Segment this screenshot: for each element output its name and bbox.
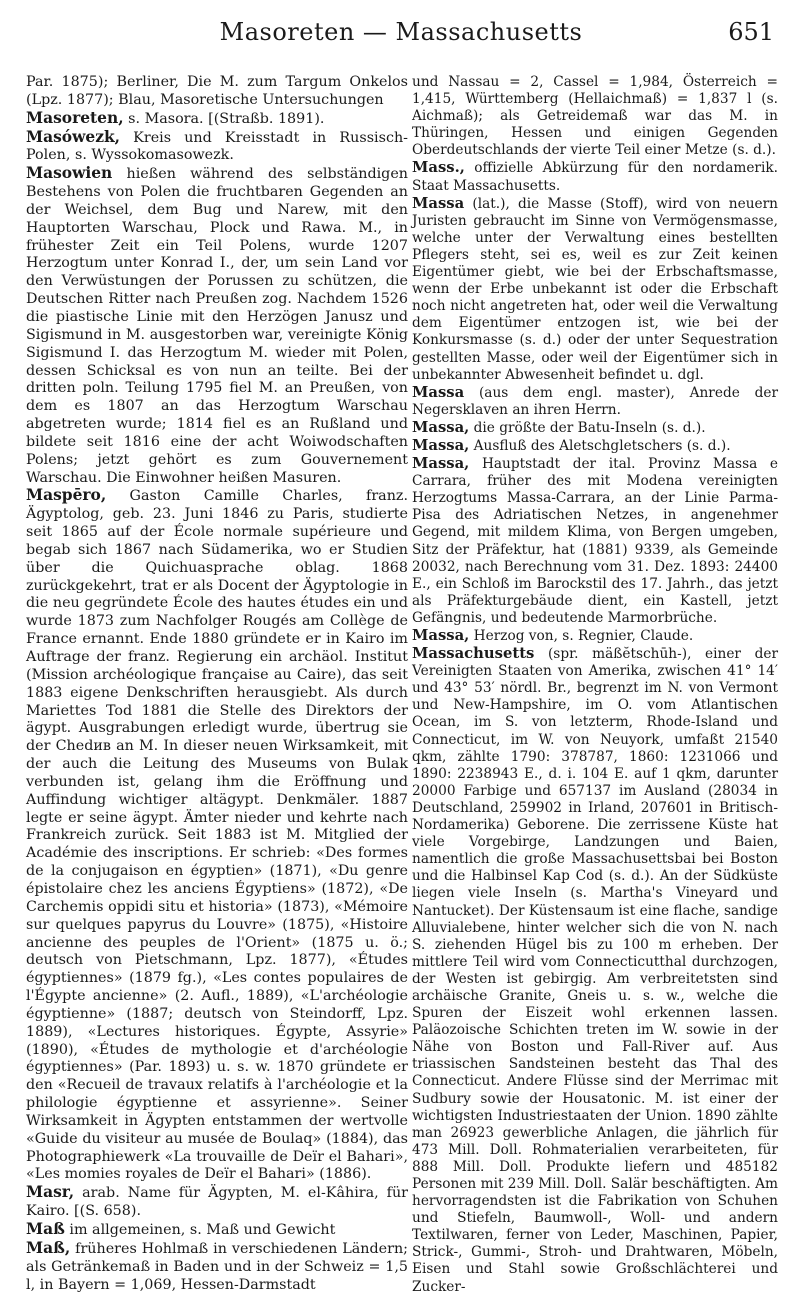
dictionary-entry	[26, 165, 408, 487]
entry-text: Kreis und Kreisstadt in Russisch-Polen, s. Wyssokomasowezk.	[26, 129, 408, 164]
entry-headword: Massa,	[412, 436, 470, 454]
dictionary-entry	[412, 74, 778, 159]
dictionary-entry	[412, 437, 778, 455]
entry-headword: Mass.,	[412, 159, 465, 177]
entry-headword: Massachusetts	[412, 645, 535, 663]
entry-text: (aus dem engl. master), Anrede der Negersklaven an ihren Herrn.	[412, 384, 778, 418]
entry-text: (lat.), die Masse (Stoff), wird von neuern Juristen gebraucht im Sinne von Vermögensmasse, welche unter der Verwaltung eines bestellten Pflegers steht, sei es, weil es zur Zeit keinen Eigentümer giebt, wie bei der Erbschaftsmasse, wenn der Erbe unbekannt ist oder die Erbschaft noch nicht angetreten hat, oder weil die Verwaltung dem Eigentümer entzogen ist, wie bei der Konkursmasse (s. d.) oder der unter Sequestration gestellten Masse, oder weil der Eigentümer sich in unbekannter Abwesenheit befindet u. dgl.	[412, 195, 778, 383]
dictionary-entry	[26, 110, 408, 129]
dictionary-entry	[26, 129, 408, 166]
right-column	[412, 74, 778, 1296]
running-title: Masoreten — Massachusetts	[219, 18, 583, 46]
entry-text: s. Masora. [(Straßb. 1891).	[123, 110, 325, 127]
left-column	[26, 74, 408, 1294]
dictionary-entry	[412, 645, 778, 1296]
entry-text: Herzog von, s. Regnier, Claude.	[469, 628, 694, 644]
entry-text: die größte der Batu-Inseln (s. d.).	[469, 419, 706, 436]
entry-text: hießen während des selbständigen Bestehens von Polen die fruchtbaren Gegenden an der Weichsel, dem Bug und Narew, mit den Hauptorten Warschau, Plock und Rawa. M., in frühester Zeit ein Teil Polens, wurde 1207 Herzogtum unter Konrad I., der, um sein Land vor den Verwüstungen der Porussen zu schützen, die Deutschen Ritter nach Preußen zog. Nachdem 1526 die piastische Linie mit den Herzögen Janusz und Sigismund in M. ausgestorben war, vereinigte König Sigismund I. das Herzogtum M. wieder mit Polen, dessen Schicksal es von nun an teilte. Bei der dritten poln. Teilung 1795 fiel M. an Preußen, von dem es 1807 an das Herzogtum Warschau abgetreten wurde; 1814 fiel es an Rußland und bildete seit 1816 eine der acht Woiwodschaften Polens; jetzt gehört es zum Gouvernement Warschau. Die Einwohner heißen Masuren.	[26, 166, 408, 486]
entry-headword: Massa	[412, 383, 465, 401]
dictionary-entry	[412, 159, 778, 194]
dictionary-entry	[412, 627, 778, 645]
entry-text: Hauptstadt der ital. Provinz Massa e Carrara, früher des mit Modena vereinigten Herzogtums Massa-Carrara, an der Linie Parma-Pisa des Adriatischen Netzes, in angenehmer Gegend, mit mildem Klima, von Bergen umgeben, Sitz der Präfektur, hat (1881) 9339, als Gemeinde 20032, nach Berechnung vom 31. Dez. 1893: 24400 E., ein Schloß im Barockstil des 17. Jahrh., das jetzt als Präfekturgebäude dient, ein Kastell, jetzt Gefängnis, und bedeutende Marmorbrüche.	[412, 456, 778, 626]
entry-headword: Maspēro,	[26, 486, 107, 505]
entry-text: im allgemeinen, s. Maß und Gewicht	[64, 1222, 336, 1238]
dictionary-entry	[26, 1221, 408, 1240]
entry-headword: Massa	[412, 194, 465, 212]
entry-text: arab. Name für Ägypten, M. el-Kâhira, für Kairo. [(S. 658).	[26, 1185, 408, 1220]
entry-text: Gaston Camille Charles, franz. Ägyptolog, geb. 23. Juni 1846 zu Paris, studierte seit 1865 auf der École normale supérieure und begab sich 1867 nach Südamerika, wo er Studien über die Quichuasprache oblag. 1868 zurückgekehrt, trat er als Docent der Ägyptologie in die neu gegründete École des hautes études ein und wurde 1873 zum Nachfolger Rougés am Collège de France ernannt. Ende 1880 gründete er in Kairo im Auftrage der franz. Regierung ein archäol. Institut (Mission archéologique française au Caire), das seit 1883 eigene Denkschriften herausgiebt. Als durch Mariettes Tod 1881 die Stelle des Direktors der ägypt. Ausgrabungen erledigt wurde, übertrug sie der Chedив an M. In dieser neuen Wirksamkeit, mit der auch die Leitung des Museums von Bulak verbunden ist, gelang ihm die Eröffnung und Auffindung wichtiger altägypt. Denkmäler. 1887 legte er seine ägypt. Ämter nieder und kehrte nach Frankreich zurück. Seit 1883 ist M. Mitglied der Académie des inscriptions. Er schrieb: «Des formes de la conjugaison en égyptien» (1871), «Du genre épistolaire chez les anciens Égyptiens» (1872), «De Carchemis oppidi situ et historia» (1873), «Mémoire sur quelques papyrus du Louvre» (1875), «Histoire ancienne des peuples de l'Orient» (1875 u. ö.; deutsch von Pietschmann, Lpz. 1877), «Études égyptiennes» (1879 fg.), «Les contes populaires de l'Égypte ancienne» (2. Aufl., 1889), «L'archéologie égyptienne» (1887; deutsch von Steindorff, Lpz. 1889), «Lectures historiques. Égypte, Assyrie» (1890), «Études de mythologie et d'archéologie égyptiennes» (Par. 1893) u. s. w. 1870 gründete er den «Recueil de travaux relatifs à l'archéologie et la philologie égyptienne et assyrienne». Seiner Wirksamkeit in Ägypten entstammen der wertvolle «Guide du visiteur au musée de Boulaq» (1884), das Photographiewerk «La trouvaille de Deïr el Bahari», «Les momies royales de Deïr el Bahari» (1886).	[26, 488, 408, 1183]
entry-headword: Masowien	[26, 164, 113, 183]
page-header	[24, 12, 778, 52]
entry-headword: Massa,	[412, 418, 470, 436]
dictionary-entry	[26, 74, 408, 110]
entry-text: offizielle Abkürzung für den nordamerik. Staat Massachusetts.	[412, 160, 778, 194]
dictionary-entry	[412, 384, 778, 419]
entry-text: Ausfluß des Aletschgletschers (s. d.).	[469, 437, 731, 454]
entry-headword: Maß,	[26, 1238, 71, 1257]
page-number: 651	[728, 18, 774, 46]
entry-text: früheres Hohlmaß in verschiedenen Ländern; als Getränkemaß in Baden und in der Schweiz = 1,5 l, in Bayern = 1,069, Hessen-Darmstadt	[26, 1240, 408, 1293]
dictionary-entry	[26, 1240, 408, 1295]
dictionary-entry	[412, 195, 778, 384]
entry-text: (spr. mäßĕtschūh-), einer der Vereinigten Staaten von Amerika, zwischen 41° 14′ und 43° 53′ nördl. Br., begrenzt im N. von Vermont und New-Hampshire, im O. vom Atlantischen Ocean, im S. von letzterm, Rhode-Island und Connecticut, im W. von Neuyork, umfaßt 21540 qkm, zählte 1790: 378787, 1860: 1231066 und 1890: 2238943 E., d. i. 104 E. auf 1 qkm, darunter 20000 Farbige und 657137 im Ausland (28034 in Deutschland, 259902 in Irland, 207601 in Britisch-Nordamerika) Geborene. Die zerrissene Küste hat viele Vorgebirge, Landzungen und Baien, namentlich die große Massachusettsbai bei Boston und die Halbinsel Kap Cod (s. d.). An der Südküste liegen viele Inseln (s. Martha's Vineyard und Nantucket). Der Küstensaum ist eine flache, sandige Alluvialebene, hinter welcher sich die von N. nach S. ziehenden Hügel bis zu 100 m erheben. Der mittlere Teil wird vom Connecticutthal durchzogen, der Westen ist gebirgig. Am verbreitetsten sind archäische Granite, Gneis u. s. w., welche die Spuren der Eiszeit wohl erkennen lassen. Paläozoische Schichten treten im W. sowie in der Nähe von Boston und Fall-River auf. Aus triassischen Sandsteinen besteht das Thal des Connecticut. Andere Flüsse sind der Merrimac mit Sudbury sowie der Housatonic. M. ist einer der wichtigsten Industriestaaten der Union. 1890 zählte man 26923 gewerbliche Anlagen, die jährlich für 473 Mill. Doll. Rohmaterialien verarbeiteten, für 888 Mill. Doll. Produkte liefern und 485182 Personen mit 239 Mill. Doll. Salär beschäftigten. Am hervorragendsten ist die Fabrikation von Schuhen und Stiefeln, Baumwoll-, Woll- und andern Textilwaren, ferner von Leder, Maschinen, Papier, Strick-, Gummi-, Stroh- und Drahtwaren, Möbeln, Eisen und Stahl sowie Großschlächterei und Zucker-	[412, 646, 778, 1295]
entry-headword: Massa,	[412, 455, 470, 473]
entry-headword: Massa,	[412, 627, 470, 644]
entry-text: Par. 1875); Berliner, Die M. zum Targum Onkelos (Lpz. 1877); Blau, Masoretische Untersuchungen	[26, 74, 408, 108]
entry-headword: Masr,	[26, 1183, 75, 1202]
entry-headword: Maß	[26, 1220, 65, 1238]
entry-headword: Masówezk,	[26, 127, 121, 146]
dictionary-entry	[412, 455, 778, 627]
dictionary-entry	[412, 419, 778, 437]
dictionary-entry	[26, 487, 408, 1184]
entry-text: und Nassau = 2, Cassel = 1,984, Österreich = 1,415, Württemberg (Hellaichmaß) = 1,837 l (s. Aichmaß); als Getreidemaß war das M. in Thüringen, Hessen und einigen Gegenden Oberdeutschlands der vierte Teil einer Metze (s. d.).	[412, 74, 778, 159]
entry-headword: Masoreten,	[26, 108, 124, 127]
dictionary-entry	[26, 1184, 408, 1221]
